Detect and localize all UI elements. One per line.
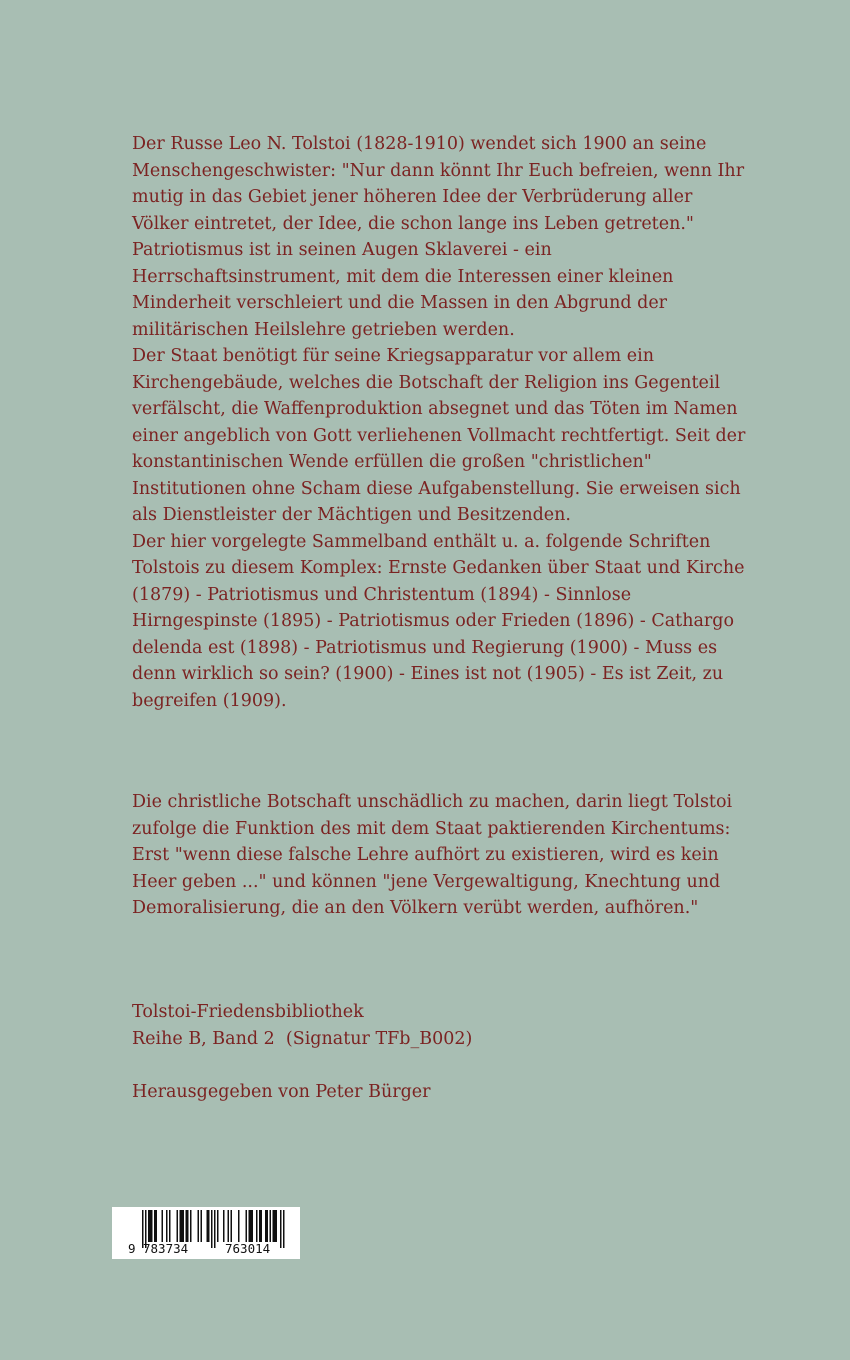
- isbn-barcode: [112, 1207, 300, 1259]
- series-name: Tolstoi-Friedensbibliothek: [132, 1002, 364, 1022]
- barcode-bar: [198, 1210, 200, 1242]
- barcode-right-group: 763014: [225, 1241, 271, 1256]
- blurb-paragraph: Der Russe Leo N. Tolstoi (1828-1910) wendet sich 1900 an seine Menschengeschwister: "Nur dann könnt Ihr Euch befreien, wenn Ihr mutig in das Gebiet jener höheren Idee der Verbrüderung aller Völker eintretet, der Idee, die schon lange ins Leben getreten." Patriotismus ist in seinen Augen Sklaverei - ein Herrschaftsinstrument, mit dem die Interessen einer kleinen Minderheit verschleiert und die Massen in den Abgrund der militärischen Heilslehre getrieben werden.: [132, 134, 745, 340]
- barcode-bar: [183, 1210, 185, 1242]
- barcode-bar: [186, 1210, 188, 1242]
- barcode-bar: [238, 1210, 240, 1242]
- barcode-bar: [246, 1210, 248, 1242]
- barcode-bar: [181, 1210, 183, 1242]
- quote-text: [132, 789, 752, 922]
- blurb-text: [132, 131, 752, 714]
- barcode-bar: [267, 1210, 269, 1242]
- barcode-bar: [274, 1210, 276, 1242]
- barcode-bar: [150, 1210, 152, 1242]
- quote-paragraph: Die christliche Botschaft unschädlich zu machen, darin liegt Tolstoi zufolge die Funktion des mit dem Staat paktierenden Kirchentums: Erst "wenn diese falsche Lehre aufhört zu existieren, wird es kein Heer geben ..." und können "jene Vergewaltigung, Knechtung und Demoralisierung, die an den Völkern verübt werden, aufhören.": [132, 792, 733, 918]
- blurb-paragraph: Der hier vorgelegte Sammelband enthält u. a. folgende Schriften Tolstois zu diesem Komplex: Ernste Gedanken über Staat und Kirche (1879) - Patriotismus und Christentum (1894) - Sinnlose Hirngespinste (1895) - Patriotismus oder Frieden (1896) - Cathargo delenda est (1898) - Patriotismus und Regierung (1900) - Muss es denn wirklich so sein? (1900) - Eines ist not (1905) - Es ist Zeit, zu begreifen (1909).: [132, 531, 745, 711]
- barcode-bar: [256, 1210, 258, 1242]
- barcode-bar: [166, 1210, 168, 1242]
- barcode-digits: [112, 1241, 300, 1257]
- barcode-bar: [201, 1210, 203, 1242]
- barcode-first-digit: 9: [128, 1241, 136, 1256]
- editor-credit: [132, 1079, 752, 1106]
- barcode-bar: [252, 1210, 254, 1242]
- barcode-bar: [187, 1210, 189, 1242]
- barcode-bar: [228, 1210, 230, 1242]
- barcode-bar: [208, 1210, 210, 1242]
- barcode-bar: [261, 1210, 263, 1242]
- series-info: [132, 999, 752, 1052]
- barcode-bar: [207, 1210, 209, 1242]
- barcode-bar: [154, 1210, 156, 1242]
- barcode-bar: [177, 1210, 179, 1242]
- barcode-bar: [217, 1210, 219, 1242]
- barcode-bar: [231, 1210, 233, 1242]
- barcode-bar: [265, 1210, 267, 1242]
- blurb-paragraph: Der Staat benötigt für seine Kriegsapparatur vor allem ein Kirchengebäude, welches die Botschaft der Religion ins Gegenteil verfälscht, die Waffenproduktion absegnet und das Töten im Namen einer angeblich von Gott verliehenen Vollmacht rechtfertigt. Seit der konstantinischen Wende erfüllen die großen "christlichen" Institutionen ohne Scham diese Aufgabenstellung. Sie erweisen sich als Dienstleister der Mächtigen und Besitzenden.: [132, 346, 746, 525]
- barcode-bar: [169, 1210, 171, 1242]
- barcode-bar: [180, 1210, 182, 1242]
- barcode-bar: [276, 1210, 278, 1242]
- barcode-bar: [273, 1210, 275, 1242]
- barcode-bar: [250, 1210, 252, 1242]
- editor-name: Herausgegeben von Peter Bürger: [132, 1082, 431, 1102]
- barcode-bar: [270, 1210, 272, 1242]
- barcode-bar: [190, 1210, 192, 1242]
- barcode-bar: [249, 1210, 251, 1242]
- series-volume: Reihe B, Band 2 (Signatur TFb_B002): [132, 1028, 473, 1049]
- barcode-bar: [151, 1210, 153, 1242]
- barcode-left-group: 783734: [143, 1241, 189, 1256]
- barcode-bar: [148, 1210, 150, 1242]
- barcode-bar: [156, 1210, 158, 1242]
- barcode-bar: [259, 1210, 261, 1242]
- barcode-bar: [162, 1210, 164, 1242]
- barcode-bar: [223, 1210, 225, 1242]
